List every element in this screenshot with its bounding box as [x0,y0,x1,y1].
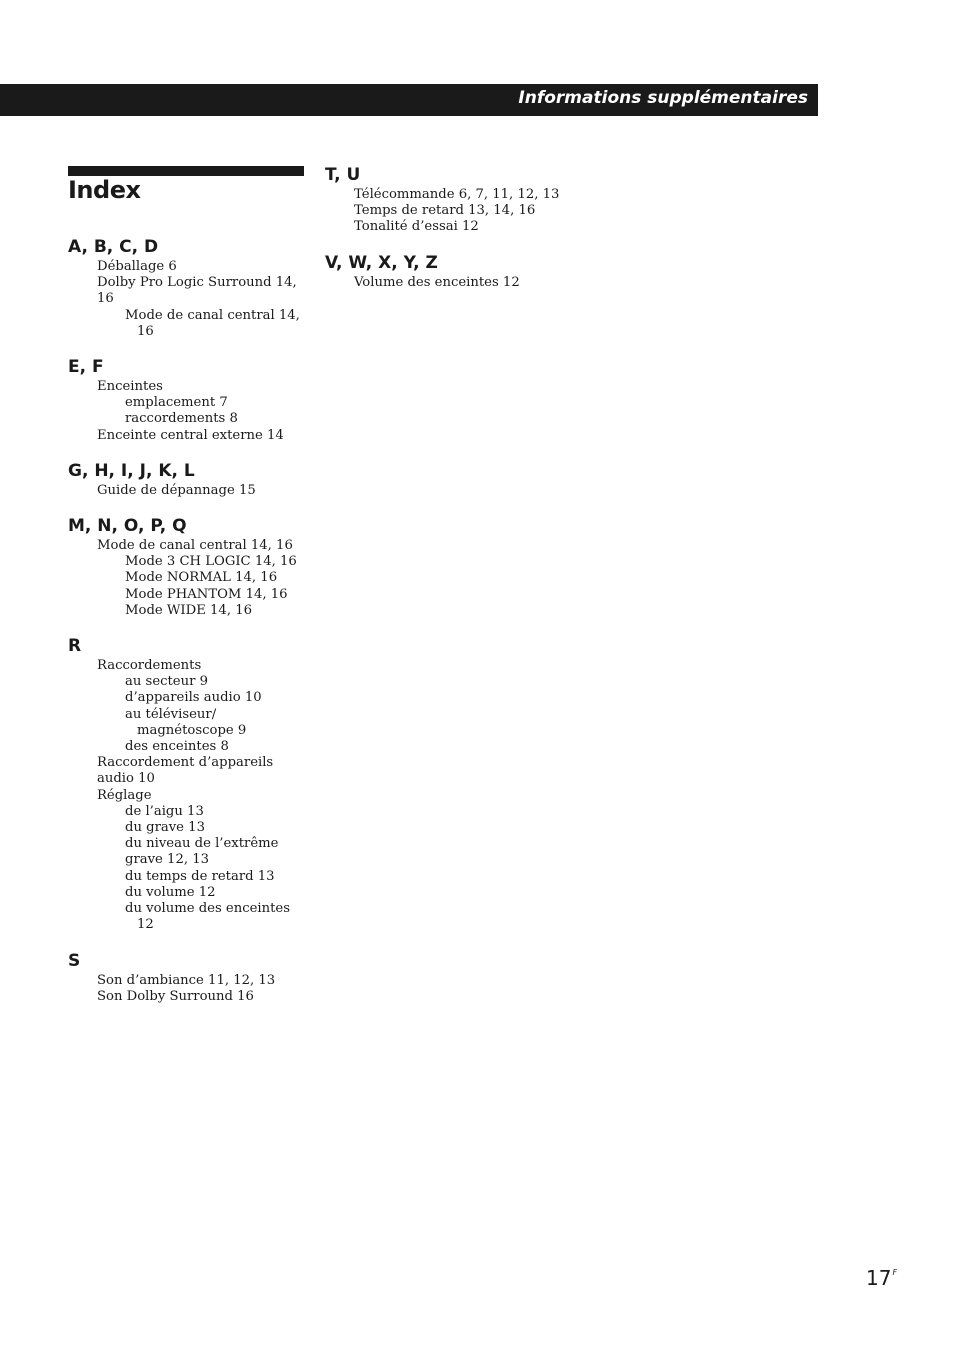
index-entry: audio 10 [97,771,155,787]
section-heading: V, W, X, Y, Z [325,252,438,273]
index-entry: Volume des enceintes 12 [354,274,520,290]
index-entry: Raccordements [97,658,202,674]
index-entry: Temps de retard 13, 14, 16 [354,203,536,219]
index-entry: grave 12, 13 [125,852,209,868]
index-entry: Télécommande 6, 7, 11, 12, 13 [354,187,560,202]
index-entry: du grave 13 [125,820,205,836]
index-entry: Mode de canal central 14, [125,307,300,323]
section-heading: A, B, C, D [68,237,159,257]
section-heading: E, F [68,357,104,378]
index-section [68,356,304,444]
index-entry: 12 [137,917,154,933]
index-column-left [68,236,304,1021]
index-entry: Mode de canal central 14, 16 [97,538,293,554]
index-entry: Enceintes [97,379,163,395]
index-entry: raccordements 8 [125,411,238,427]
index-entry: Mode NORMAL 14, 16 [125,570,278,586]
section-heading: S [68,950,81,971]
index-entry: d’appareils audio 10 [125,690,262,706]
index-entry: des enceintes 8 [125,739,229,755]
index-entry: Guide de dépannage 15 [97,482,256,498]
index-section [325,252,585,291]
section-heading: G, H, I, J, K, L [68,460,195,481]
page-number [866,1266,897,1290]
index-section [68,635,304,933]
index-entry: au téléviseur/ [125,706,217,722]
page-title: Index [68,176,141,204]
index-entry: 16 [97,291,114,307]
index-entry: Son d’ambiance 11, 12, 13 [97,972,276,988]
index-entry: emplacement 7 [125,395,228,411]
section-heading: T, U [325,165,361,185]
index-entry: Réglage [97,787,152,803]
index-entry: de l’aigu 13 [125,803,204,819]
index-entry: Mode 3 CH LOGIC 14, 16 [125,554,297,570]
index-entry: du volume 12 [125,884,216,900]
index-entry: Tonalité d’essai 12 [354,219,479,235]
index-entry: 16 [137,323,154,339]
index-entry: Mode PHANTOM 14, 16 [125,586,288,602]
index-column-right [325,164,585,307]
index-entry: du volume des enceintes [125,901,291,917]
page-number-value: 17 [866,1266,892,1290]
index-entry: Déballage 6 [97,259,177,274]
index-entry: magnétoscope 9 [137,722,247,738]
header-title: Informations supplémentaires [518,88,808,108]
index-entry: du temps de retard 13 [125,868,275,884]
section-heading: M, N, O, P, Q [68,516,187,537]
index-entry: Mode WIDE 14, 16 [125,602,252,618]
index-entry: du niveau de l’extrême [125,836,279,852]
page-number-suffix: F [892,1268,898,1277]
section-heading: R [68,636,82,657]
index-section [68,460,304,499]
index-section [68,515,304,619]
index-entry: Dolby Pro Logic Surround 14, [97,275,297,291]
index-entry: Son Dolby Surround 16 [97,988,254,1004]
index-section [68,236,304,340]
index-section [325,164,585,236]
header-bar [0,84,818,116]
title-rule [68,166,304,176]
index-entry: au secteur 9 [125,674,208,690]
index-entry: Raccordement d’appareils [97,755,274,771]
index-section [68,950,304,1005]
index-entry: Enceinte central externe 14 [97,427,284,443]
